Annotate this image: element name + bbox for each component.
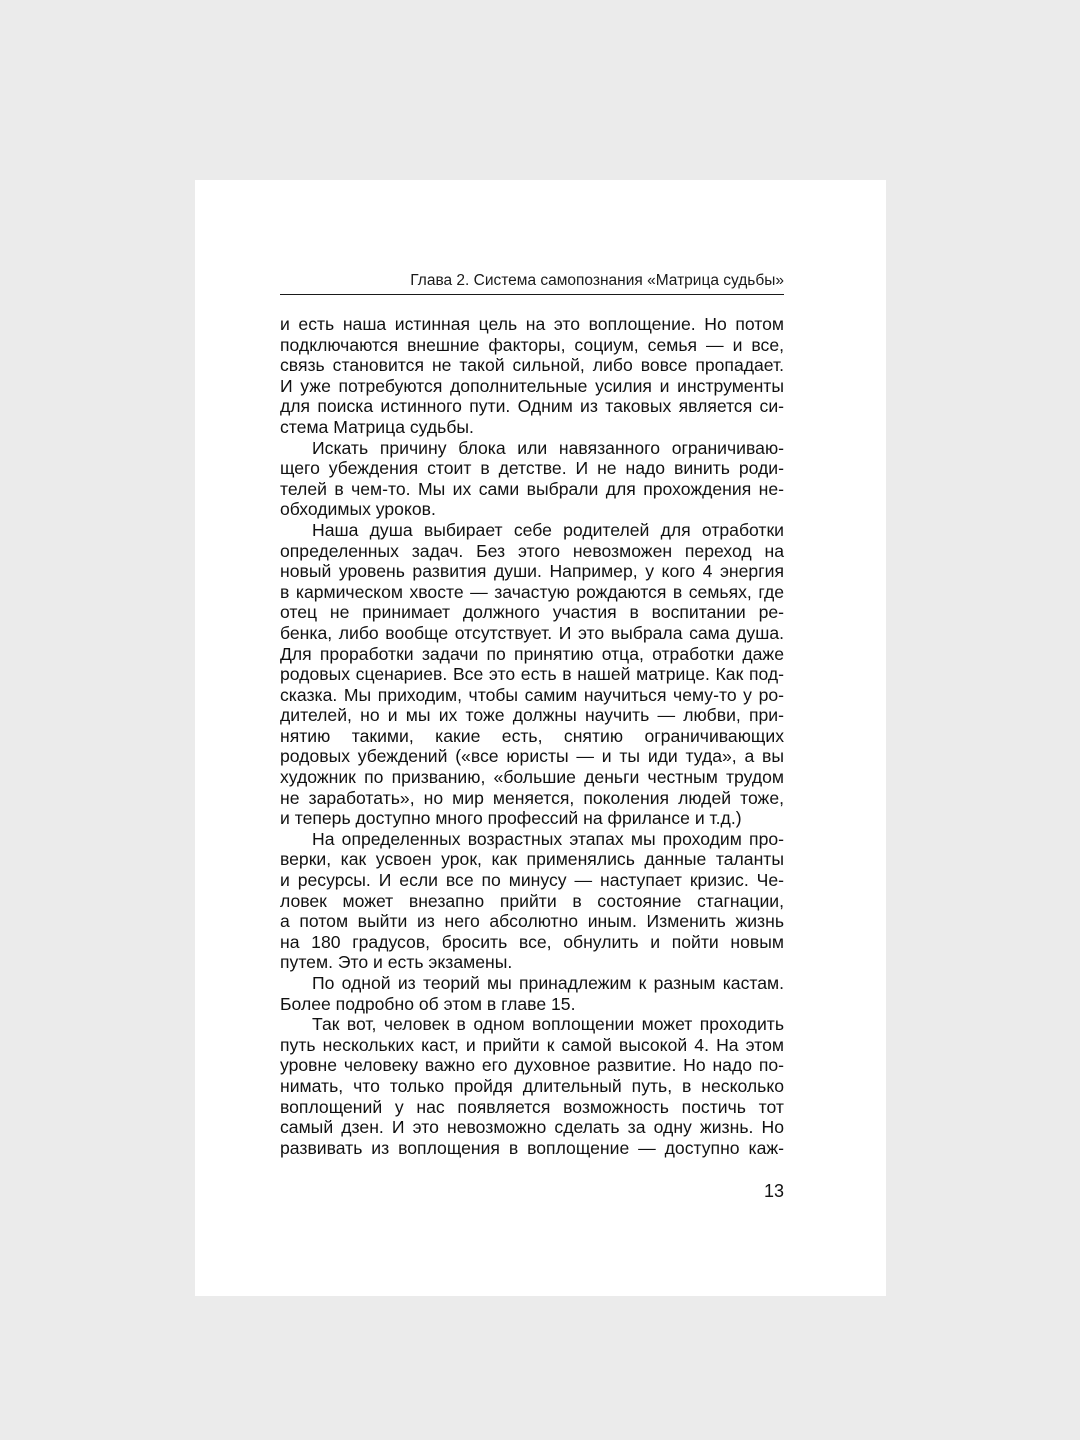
text-line: новый уровень развития души. Например, у кого 4 энергия xyxy=(280,561,784,582)
text-line: для поиска истинного пути. Одним из таковых является си- xyxy=(280,396,784,417)
running-head: Глава 2. Система самопознания «Матрица судьбы» xyxy=(280,271,784,295)
text-line: и есть наша истинная цель на это воплощение. Но потом xyxy=(280,314,784,334)
body-text xyxy=(280,314,784,1158)
text-line: И уже потребуются дополнительные усилия и инструменты xyxy=(280,375,784,396)
text-line: определенных задач. Без этого невозможен переход на xyxy=(280,540,784,561)
text-line: а потом выйти из него абсолютно иным. Изменить жизнь xyxy=(280,911,784,932)
text-line: обходимых уроков. xyxy=(280,499,436,520)
book-page xyxy=(195,180,886,1296)
text-line: родовых убеждений («все юристы — и ты иди туда», а вы xyxy=(280,746,784,767)
text-line: на 180 градусов, бросить все, обнулить и пойти новым xyxy=(280,931,784,952)
text-line: Наша душа выбирает себе родителей для отработки xyxy=(312,519,784,540)
text-line: художник по призванию, «большие деньги честным трудом xyxy=(280,767,784,788)
text-line: в кармическом хвосте — зачастую рождаются в семьях, где xyxy=(280,581,784,602)
text-line: телей в чем-то. Мы их сами выбрали для прохождения не- xyxy=(280,478,784,499)
text-line: и теперь доступно много профессий на фрилансе и т.д.) xyxy=(280,808,742,829)
text-line: путем. Это и есть экзамены. xyxy=(280,952,513,973)
text-line: Искать причину блока или навязанного ограничиваю- xyxy=(312,437,784,458)
text-line: уровне человеку важно его духовное развитие. Но надо по- xyxy=(280,1055,784,1076)
text-line: отец не принимает должного участия в воспитании ре- xyxy=(280,602,784,623)
text-line: На определенных возрастных этапах мы проходим про- xyxy=(312,828,784,849)
text-line: стема Матрица судьбы. xyxy=(280,416,474,437)
text-line: По одной из теорий мы принадлежим к разным кастам. xyxy=(312,973,784,993)
text-line: самый дзен. И это невозможно сделать за одну жизнь. Но xyxy=(280,1117,784,1138)
text-line: сказка. Мы приходим, чтобы самим научиться чему-то у ро- xyxy=(280,684,784,705)
text-line: развивать из воплощения в воплощение — доступно каж- xyxy=(280,1137,784,1158)
text-line: нятию такими, какие есть, снятию ограничивающих xyxy=(280,725,784,746)
text-line: связь становится не такой сильной, либо вовсе пропадает. xyxy=(280,355,784,376)
text-line: Для проработки задачи по принятию отца, отработки даже xyxy=(280,643,784,664)
text-line: и ресурсы. И если все по минусу — наступает кризис. Че- xyxy=(280,870,784,891)
text-line: воплощений у нас появляется возможность постичь тот xyxy=(280,1096,784,1117)
text-line: Так вот, человек в одном воплощении может проходить xyxy=(312,1014,784,1035)
text-line: бенка, либо вообще отсутствует. И это выбрала сама душа. xyxy=(280,622,784,643)
page-number: 13 xyxy=(763,1181,784,1201)
text-line: не заработать», но мир меняется, поколения людей тоже, xyxy=(280,787,784,808)
text-line: верки, как усвоен урок, как применялись данные таланты xyxy=(280,849,784,870)
text-line: путь нескольких каст, и прийти к самой высокой 4. На этом xyxy=(280,1034,784,1055)
text-line: подключаются внешние факторы, социум, семья — и все, xyxy=(280,334,784,355)
text-line: дителей, но и мы их тоже должны научить — любви, при- xyxy=(280,705,784,726)
text-line: родовых сценариев. Все это есть в нашей матрице. Как под- xyxy=(280,664,784,685)
text-line: ловек может внезапно прийти в состояние стагнации, xyxy=(280,890,784,911)
text-line: нимать, что только пройдя длительный путь, в несколько xyxy=(280,1075,784,1096)
text-line: щего убеждения стоит в детстве. И не надо винить роди- xyxy=(280,458,784,479)
text-line: Более подробно об этом в главе 15. xyxy=(280,993,576,1014)
